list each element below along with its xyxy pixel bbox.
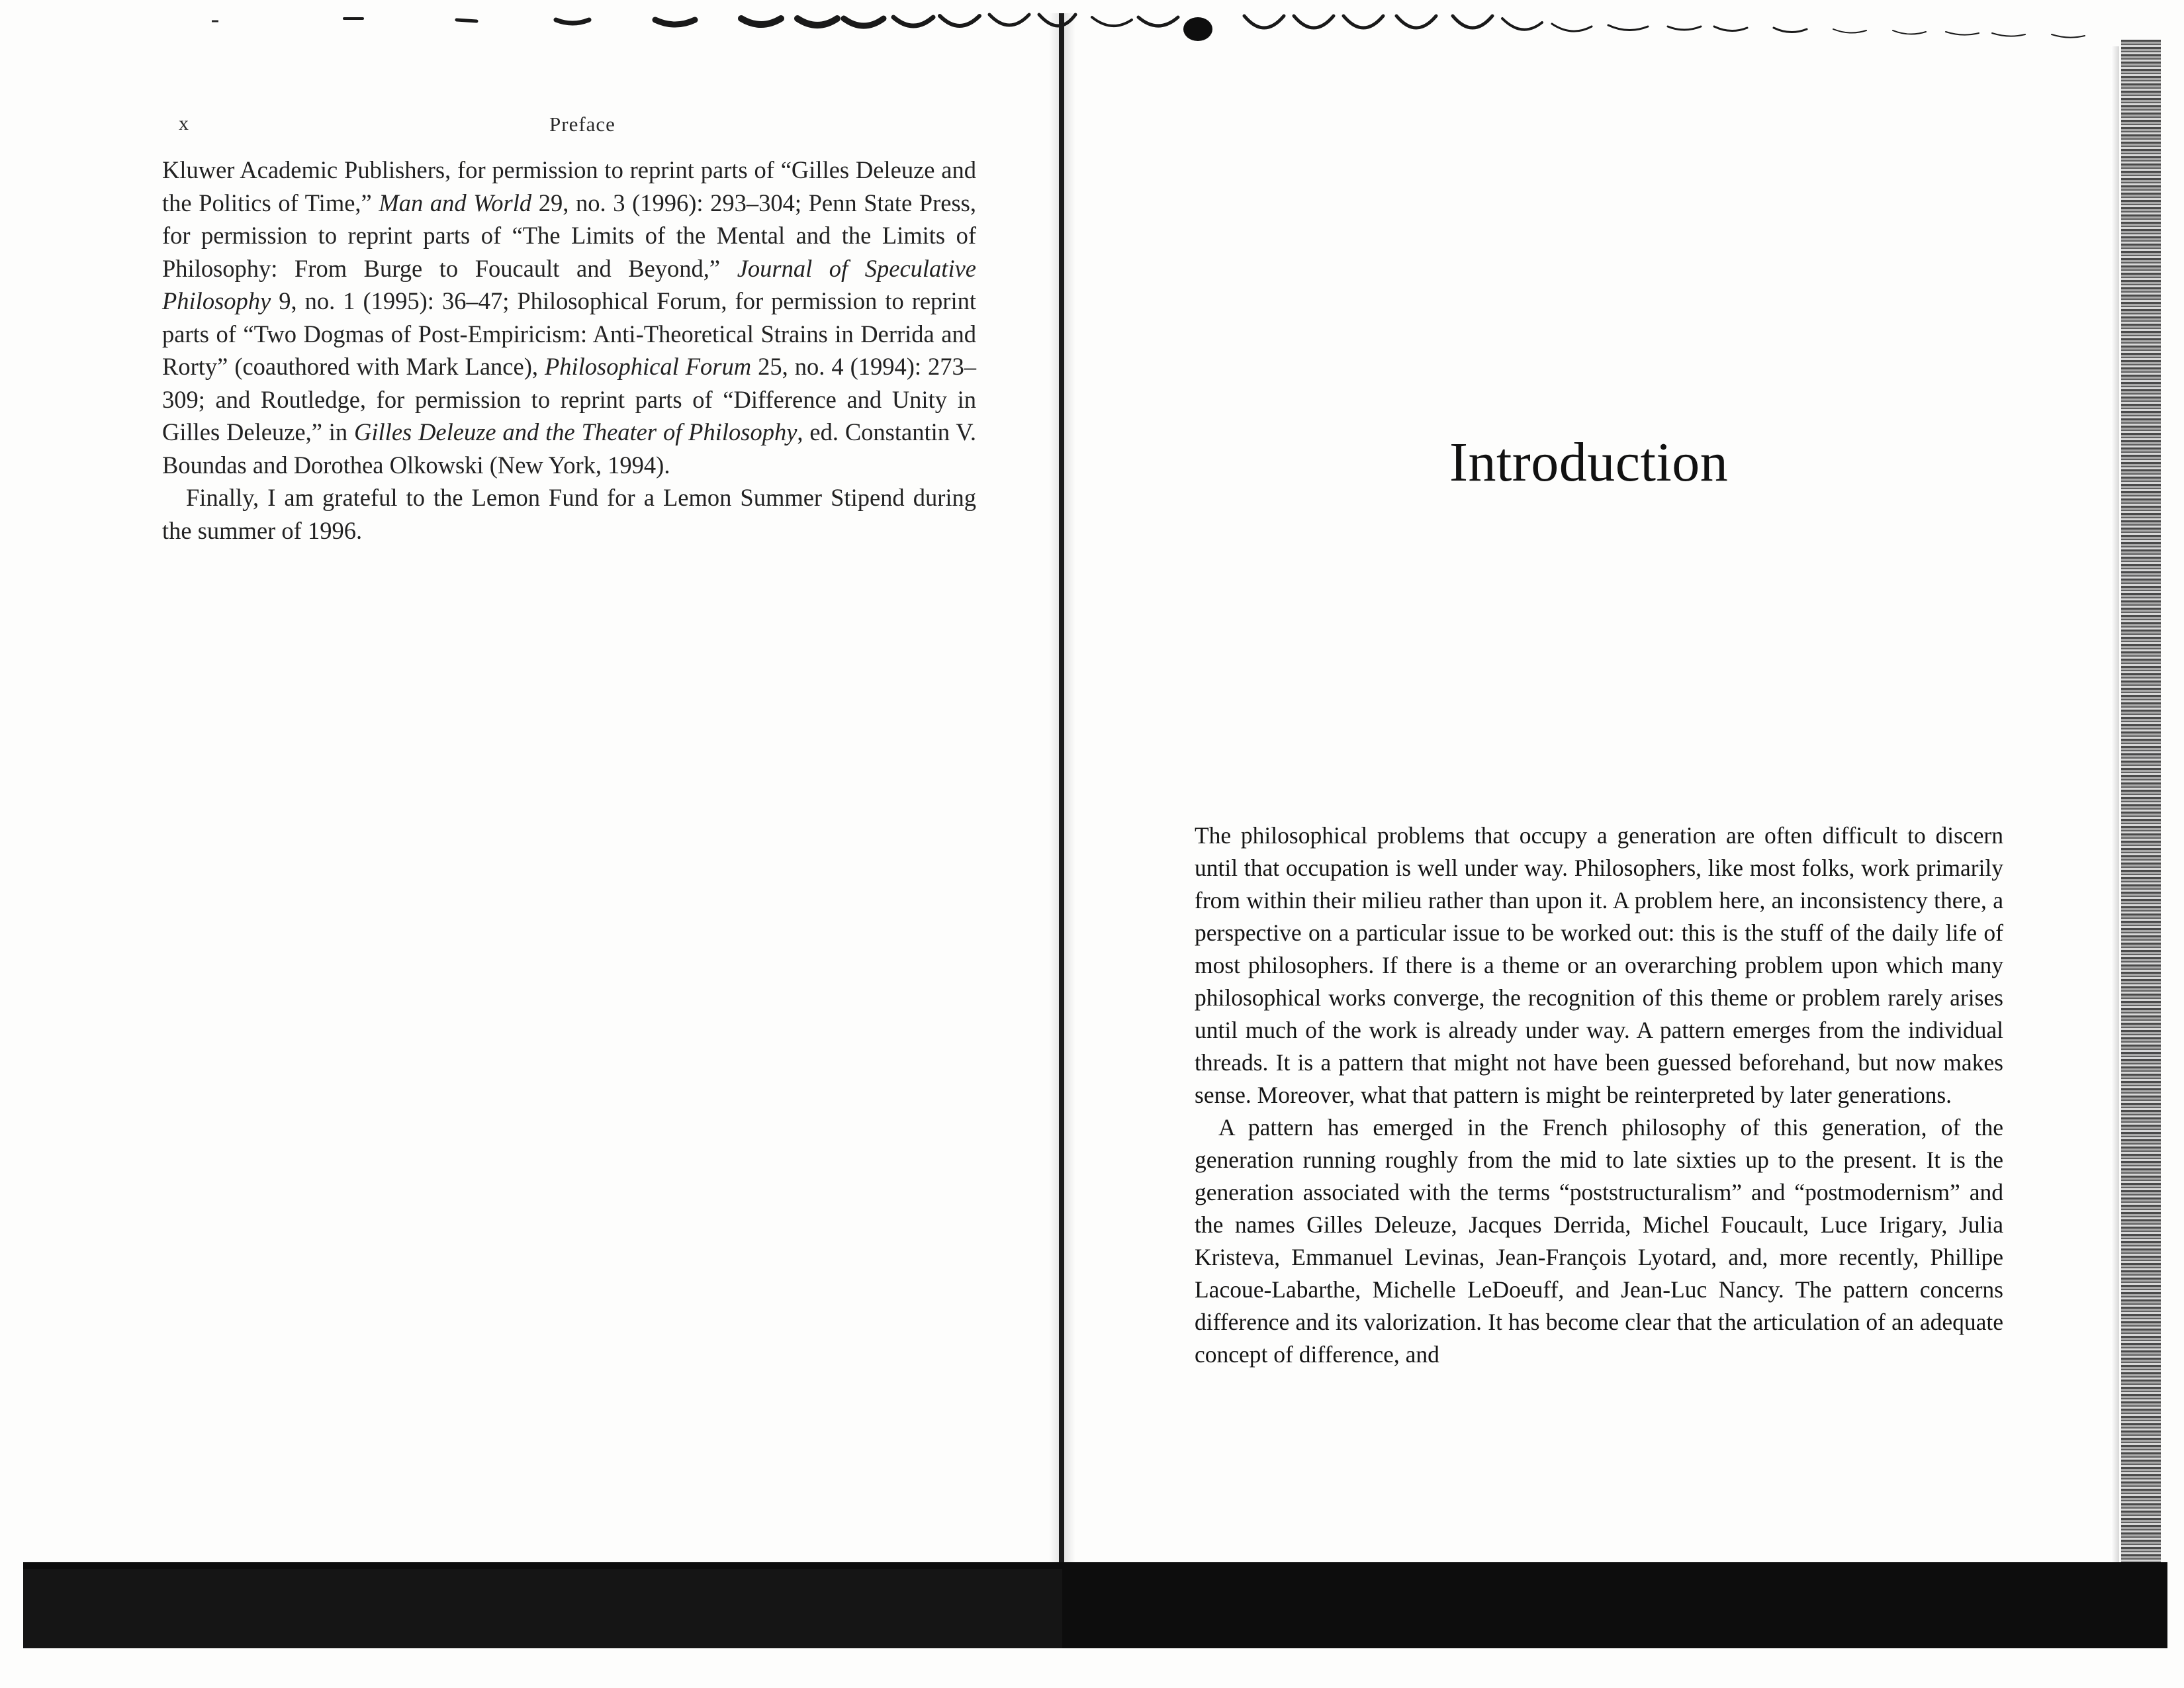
binding-ring-marks (0, 0, 2184, 79)
italic-title: Journal of Speculative Philosophy (162, 254, 976, 314)
running-title: Preface (549, 113, 615, 136)
left-page (162, 113, 976, 547)
text-run: 29, no. 3 (1996): 293–304; Penn State Press, for permission to reprint parts of “The Limits of the Mental and the Limits of Philosophy: From Burge to Foucault and Beyond,” (162, 189, 977, 282)
preface-paragraph-2: Finally, I am grateful to the Lemon Fund for a Lemon Summer Stipend during the summer of 1996. (162, 484, 976, 544)
italic-title: Philosophical Forum (544, 353, 752, 380)
italic-title: Gilles Deleuze and the Theater of Philosophy (354, 418, 797, 445)
chapter-title: Introduction (1449, 432, 1729, 493)
book-gutter (1059, 13, 1064, 1642)
introduction-text (1195, 820, 2003, 1371)
introduction-paragraph-1: The philosophical problems that occupy a generation are often difficult to discern until that occupation is well under way. Philosophers, like most folks, work primarily from within their milieu rather than upon it. A problem here, an inconsistency there, a perspective on a particular issue to be worked out: this is the stuff of the daily life of most philosophers. If there is a theme or an overarching problem upon which many philosophical works converge, the recognition of this theme or problem rarely arises until much of the work is already under way. A pattern emerges from the individual threads. It is a pattern that might not have been guessed beforehand, but now makes sense. Moreover, what that pattern is might be reinterpreted by later generations. (1195, 822, 2003, 1108)
text-run: , ed. Constantin V. Boundas and Dorothea Olkowski (New York, 1994). (162, 418, 976, 479)
text-run: 25, no. 4 (1994): 273–309; and Routledge, for permission to reprint parts of “Difference and Unity in Gilles Deleuze,” in (162, 353, 977, 445)
page-edge-highlight (2111, 46, 2119, 1642)
running-head (162, 113, 976, 146)
scanner-bottom-shadow-left (23, 1569, 1062, 1648)
page-stack-edge (2121, 40, 2161, 1648)
text-run: Kluwer Academic Publishers, for permission to reprint parts of “Gilles Deleuze and the Politics of Time,” (162, 156, 976, 216)
introduction-paragraph-2: A pattern has emerged in the French philosophy of this generation, of the generation running roughly from the mid to late sixties up to the present. It is the generation associated with the terms “poststructuralism” and “postmodernism” and the names Gilles Deleuze, Jacques Derrida, Michel Foucault, Luce Irigary, Julia Kristeva, Emmanuel Levinas, Jean-François Lyotard, and, more recently, Phillipe Lacoue-Labarthe, Michelle LeDoeuff, and Jean-Luc Nancy. The pattern concerns difference and its valorization. It has become clear that the articulation of an adequate concept of difference, and (1195, 1114, 2003, 1368)
preface-paragraph-1 (162, 154, 976, 481)
text-run: 9, no. 1 (1995): 36–47; Philosophical Forum, for permission to reprint parts of “Two Dogmas of Post-Empiricism: Anti-Theoretical Strains in Derrida and Rorty” (coauthored with Mark Lance), (162, 287, 976, 380)
italic-title: Man and World (379, 189, 532, 216)
preface-text (162, 154, 976, 547)
page-number: x (179, 113, 189, 134)
